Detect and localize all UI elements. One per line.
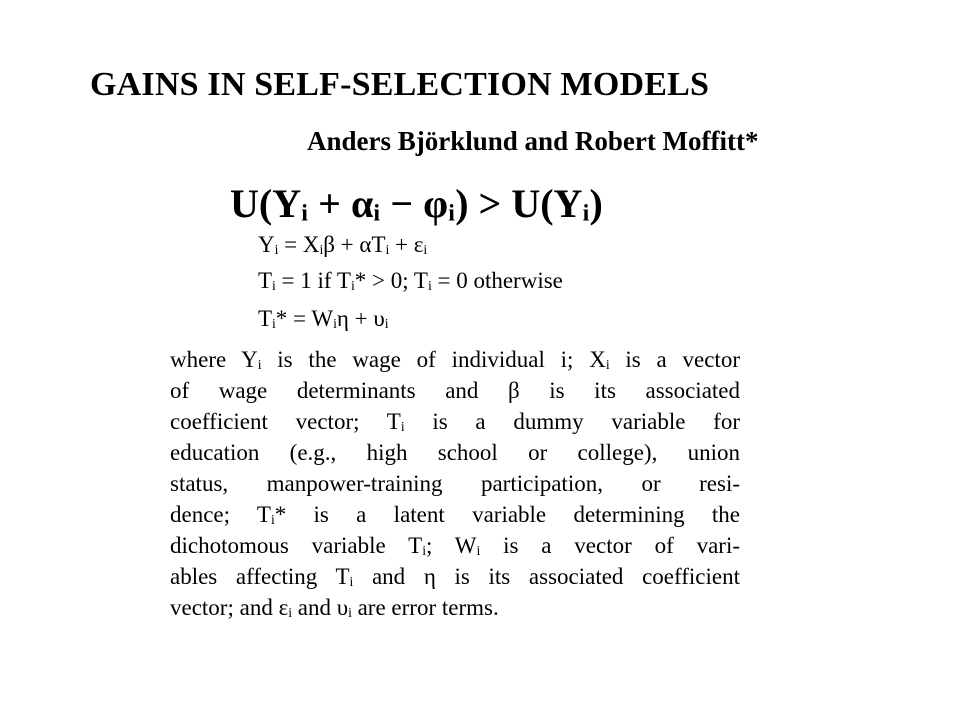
paragraph-line: dence; Tᵢ* is a latent variable determining the <box>170 502 740 527</box>
paragraph-line: coefficient vector; Tᵢ is a dummy variable for <box>170 409 740 434</box>
paragraph-line: of wage determinants and β is its associated <box>170 378 740 403</box>
treatment-rule-equation: Tᵢ = 1 if Tᵢ* > 0; Tᵢ = 0 otherwise <box>258 268 563 293</box>
paragraph-line: where Yᵢ is the wage of individual i; Xᵢ is a vector <box>170 347 740 372</box>
wage-equation: Yᵢ = Xᵢβ + αTᵢ + εᵢ <box>258 232 428 257</box>
selection-condition-equation: U(Yᵢ + αᵢ − φᵢ) > U(Yᵢ) <box>230 181 603 226</box>
paragraph-line: ables affecting Tᵢ and η is its associated coefficient <box>170 564 740 589</box>
definitions-paragraph <box>170 344 740 623</box>
paragraph-line: status, manpower-training participation, or resi- <box>170 471 740 496</box>
paper-authors: Anders Björklund and Robert Moffitt* <box>307 126 759 156</box>
paragraph-line: dichotomous variable Tᵢ; Wᵢ is a vector of vari- <box>170 533 740 558</box>
paragraph-line: education (e.g., high school or college), union <box>170 440 740 465</box>
paragraph-line: vector; and εᵢ and υᵢ are error terms. <box>170 595 499 620</box>
paper-title: GAINS IN SELF-SELECTION MODELS <box>90 66 710 103</box>
latent-variable-equation: Tᵢ* = Wᵢη + υᵢ <box>258 306 389 331</box>
